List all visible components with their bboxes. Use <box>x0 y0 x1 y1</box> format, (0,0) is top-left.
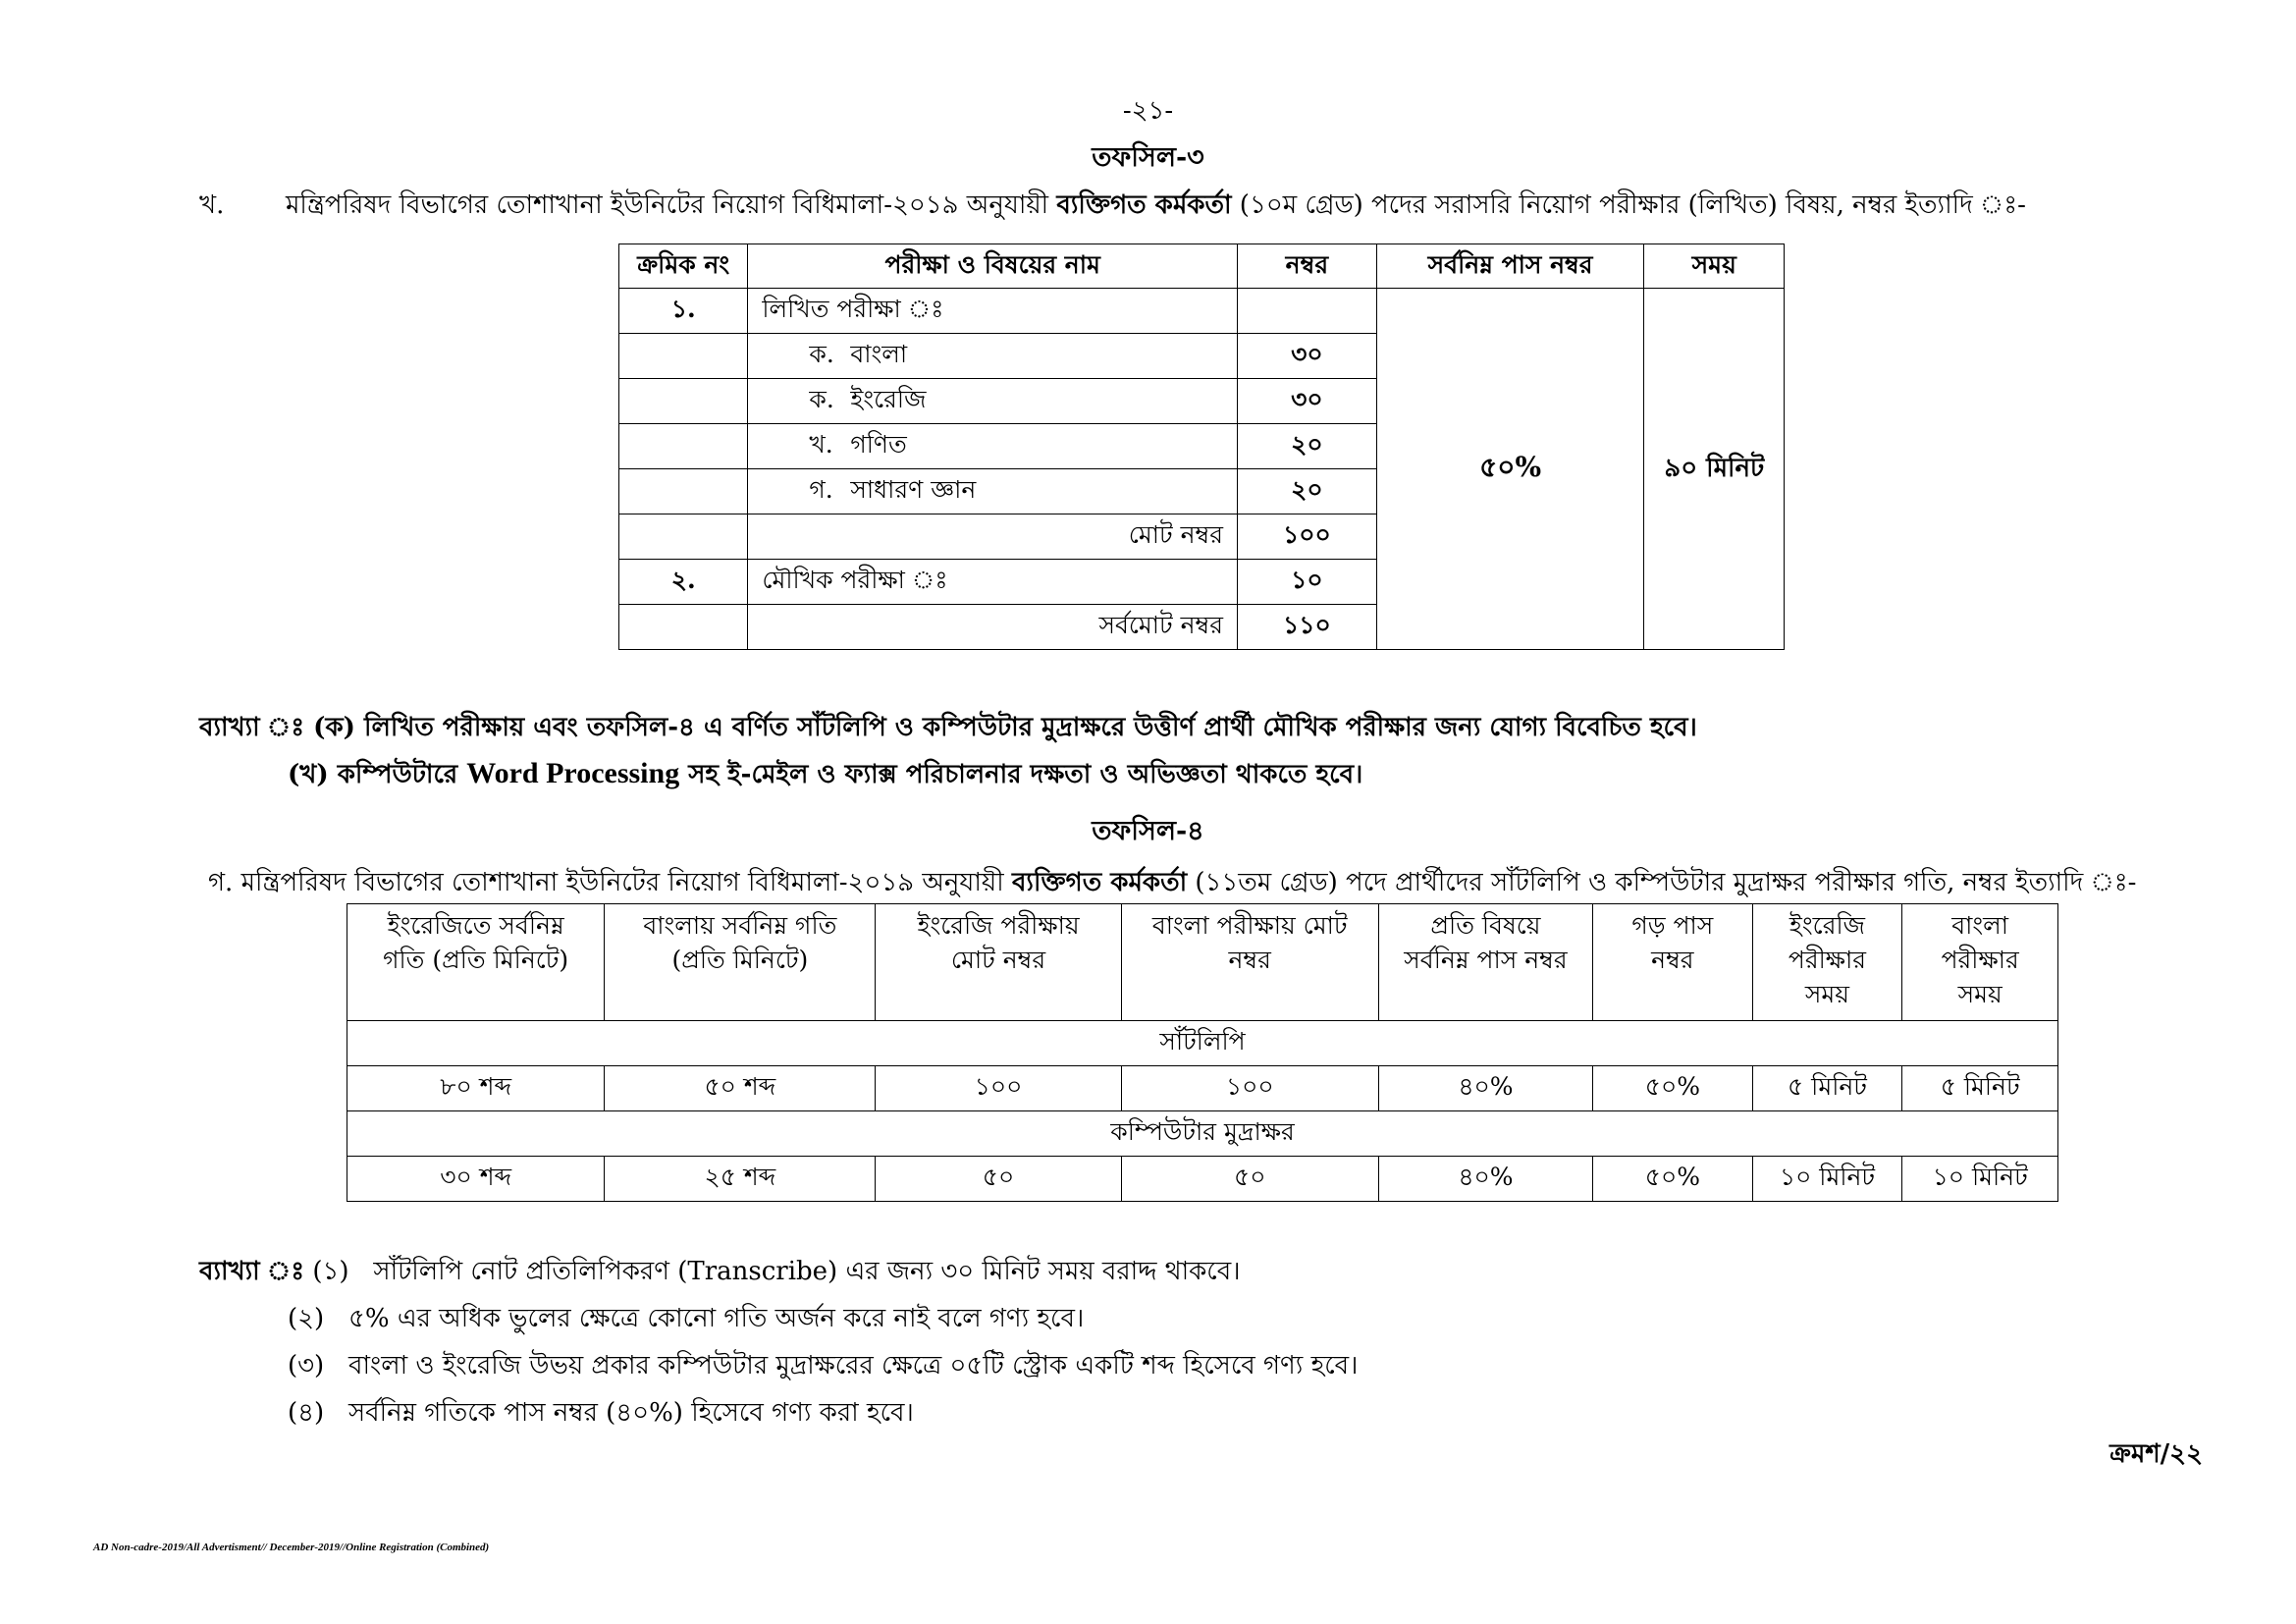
list-number: (৩) <box>288 1351 325 1380</box>
time-cell: ৯০ মিনিট <box>1644 289 1785 650</box>
header-line: ইংরেজিতে সর্বনিম্ন <box>387 911 564 940</box>
list-item <box>288 1298 1084 1341</box>
subject-letter: ক. <box>809 340 834 368</box>
marks-cell: ২০ <box>1238 424 1377 469</box>
header-english-time <box>1752 904 1902 1021</box>
list-number: (২) <box>288 1304 325 1333</box>
header-time: সময় <box>1644 244 1785 289</box>
subject-cell: লিখিত পরীক্ষা ঃ <box>748 289 1238 334</box>
intro-text: মন্ত্রিপরিষদ বিভাগের তোশাখানা ইউনিটের নিয়োগ বিধিমালা-২০১৯ অনুযায়ী <box>286 190 1057 220</box>
header-bangla-speed <box>605 904 876 1021</box>
table-cell: ৮০ শব্দ <box>347 1066 605 1111</box>
written-exam-table <box>618 244 1785 650</box>
serial-cell: ২. <box>619 560 748 605</box>
table-row <box>347 1157 2058 1202</box>
table-cell: ৫০ <box>1121 1157 1378 1202</box>
total-marks-cell: ১০০ <box>1238 514 1377 560</box>
header-line: সর্বনিম্ন পাস নম্বর <box>1404 946 1568 974</box>
serial-cell <box>619 379 748 424</box>
subject-name: সাধারণ জ্ঞান <box>850 475 977 504</box>
intro-label: খ. <box>199 190 225 220</box>
table-header-row <box>347 904 2058 1021</box>
typing-speed-table <box>347 903 2058 1202</box>
explanation-3-b <box>288 754 1362 797</box>
header-line: সময় <box>1804 980 1850 1008</box>
explanation-3-b-pre: (খ) কম্পিউটারে <box>288 760 467 789</box>
list-text: ৫% এর অধিক ভুলের ক্ষেত্রে কোনো গতি অর্জন করে নাই বলে গণ্য হবে। <box>348 1304 1085 1333</box>
subject-name: বাংলা <box>850 340 908 368</box>
explanation-3-a: ব্যাখ্যা ঃ (ক) লিখিত পরীক্ষায় এবং তফসিল-৪ এ বর্ণিত সাঁটলিপি ও কম্পিউটার মুদ্রাক্ষরে উত্তীর্ণ প্রার্থী মৌখিক পরীক্ষার জন্য যোগ্য বিবেচিত হবে। <box>199 713 1697 742</box>
table-cell: ১০ মিনিট <box>1902 1157 2058 1202</box>
table-cell: ৪০% <box>1378 1157 1592 1202</box>
subject-name: ইংরেজি <box>850 385 927 413</box>
serial-cell <box>619 605 748 650</box>
list-text: সর্বনিম্ন গতিকে পাস নম্বর (৪০%) হিসেবে গণ্য করা হবে। <box>348 1398 914 1428</box>
total-label-cell: মোট নম্বর <box>748 514 1238 560</box>
table-cell: ১০০ <box>876 1066 1121 1111</box>
continued-marker: ক্রমশ/২২ <box>2109 1439 2203 1469</box>
header-line: ইংরেজি <box>1789 911 1865 940</box>
intro-text-end: (১১তম গ্রেড) পদে প্রার্থীদের সাঁটলিপি ও কম্পিউটার মুদ্রাক্ষর পরীক্ষার গতি, নম্বর ইত্যাদি ঃ- <box>1187 868 2137 897</box>
page-number: -২১- <box>1122 96 1174 126</box>
table-cell: ৩০ শব্দ <box>347 1157 605 1202</box>
list-number: (১) <box>312 1257 349 1286</box>
subject-letter: খ. <box>809 430 833 459</box>
header-pass-marks: সর্বনিম্ন পাস নম্বর <box>1376 244 1644 289</box>
marks-cell: ৩০ <box>1238 334 1377 379</box>
schedule-4-intro <box>208 862 2136 905</box>
grand-total-marks-cell: ১১০ <box>1238 605 1377 650</box>
list-item <box>199 1251 1241 1294</box>
section-computer-typing: কম্পিউটার মুদ্রাক্ষর <box>347 1111 2058 1157</box>
table-cell: ৪০% <box>1378 1066 1592 1111</box>
header-line: সময় <box>1957 980 2002 1008</box>
intro-text-end: (১০ম গ্রেড) পদের সরাসরি নিয়োগ পরীক্ষার (লিখিত) বিষয়, নম্বর ইত্যাদি ঃ- <box>1231 190 2026 220</box>
intro-text: গ. মন্ত্রিপরিষদ বিভাগের তোশাখানা ইউনিটের নিয়োগ বিধিমালা-২০১৯ অনুযায়ী <box>208 868 1012 897</box>
list-text: বাংলা ও ইংরেজি উভয় প্রকার কম্পিউটার মুদ্রাক্ষরের ক্ষেত্রে ০৫টি স্ট্রোক একটি শব্দ হিসেবে গণ্য হবে। <box>348 1351 1359 1380</box>
header-line: পরীক্ষার <box>1941 946 2019 974</box>
subject-cell <box>748 469 1238 514</box>
list-text: সাঁটলিপি নোট প্রতিলিপিকরণ (Transcribe) এর জন্য ৩০ মিনিট সময় বরাদ্দ থাকবে। <box>373 1257 1241 1286</box>
header-line: (প্রতি মিনিটে) <box>671 946 809 974</box>
explanation-3-b-latin: Word Processing <box>466 757 680 789</box>
header-line: গতি (প্রতি মিনিটে) <box>383 946 569 974</box>
header-serial: ক্রমিক নং <box>619 244 748 289</box>
header-line: বাংলা <box>1951 911 2009 940</box>
subject-letter: ক. <box>809 385 834 413</box>
header-line: বাংলা পরীক্ষায় মোট <box>1151 911 1348 940</box>
subject-cell <box>748 334 1238 379</box>
serial-cell <box>619 469 748 514</box>
header-line: ইংরেজি পরীক্ষায় <box>917 911 1080 940</box>
header-bangla-time <box>1902 904 2058 1021</box>
header-line: নম্বর <box>1228 946 1271 974</box>
marks-cell <box>1238 289 1377 334</box>
table-row <box>347 1066 2058 1111</box>
marks-cell: ৩০ <box>1238 379 1377 424</box>
subject-cell <box>748 379 1238 424</box>
table-cell: ৫০ শব্দ <box>605 1066 876 1111</box>
table-cell: ৫ মিনিট <box>1902 1066 2058 1111</box>
serial-cell <box>619 514 748 560</box>
marks-cell: ২০ <box>1238 469 1377 514</box>
header-line: নম্বর <box>1651 946 1694 974</box>
explanation-label: ব্যাখ্যা ঃ <box>199 1257 305 1286</box>
intro-post-name: ব্যক্তিগত কর্মকর্তা <box>1011 868 1188 897</box>
section-row <box>347 1111 2058 1157</box>
header-min-pass <box>1378 904 1592 1021</box>
list-number: (৪) <box>288 1398 325 1428</box>
pass-marks-cell: ৫০% <box>1376 289 1644 650</box>
table-cell: ১০০ <box>1121 1066 1378 1111</box>
header-line: পরীক্ষার <box>1788 946 1867 974</box>
marks-cell: ১০ <box>1238 560 1377 605</box>
table-row <box>619 289 1785 334</box>
header-line: মোট নম্বর <box>950 946 1046 974</box>
header-line: প্রতি বিষয়ে <box>1430 911 1541 940</box>
table-header-row <box>619 244 1785 289</box>
explanation-3-b-post: সহ ই-মেইল ও ফ্যাক্স পরিচালনার দক্ষতা ও অভিজ্ঞতা থাকতে হবে। <box>679 760 1363 789</box>
table-cell: ২৫ শব্দ <box>605 1157 876 1202</box>
list-item <box>288 1345 1358 1388</box>
header-bangla-marks <box>1121 904 1378 1021</box>
table-cell: ৫০ <box>876 1157 1121 1202</box>
subject-name: গণিত <box>850 430 907 459</box>
serial-cell: ১. <box>619 289 748 334</box>
table-cell: ৫ মিনিট <box>1752 1066 1902 1111</box>
subject-cell <box>748 424 1238 469</box>
intro-post-name: ব্যক্তিগত কর্মকর্তা <box>1056 190 1232 220</box>
header-subject: পরীক্ষা ও বিষয়ের নাম <box>748 244 1238 289</box>
schedule-4-title: তফসিল-৪ <box>1092 816 1204 846</box>
grand-total-label-cell: সর্বমোট নম্বর <box>748 605 1238 650</box>
table-cell: ১০ মিনিট <box>1752 1157 1902 1202</box>
footer-note: AD Non-cadre-2019/All Advertisment// December-2019//Online Registration (Combined) <box>93 1542 490 1553</box>
table-cell: ৫০% <box>1593 1157 1753 1202</box>
subject-cell: মৌখিক পরীক্ষা ঃ <box>748 560 1238 605</box>
header-english-marks <box>876 904 1121 1021</box>
table-cell: ৫০% <box>1593 1066 1753 1111</box>
schedule-3-title: তফসিল-৩ <box>1092 142 1204 173</box>
header-line: বাংলায় সর্বনিম্ন গতি <box>643 911 837 940</box>
serial-cell <box>619 334 748 379</box>
header-line: গড় পাস <box>1631 911 1714 940</box>
section-shorthand: সাঁটলিপি <box>347 1021 2058 1066</box>
list-item <box>288 1392 914 1435</box>
header-marks: নম্বর <box>1238 244 1377 289</box>
schedule-3-intro <box>199 185 2261 228</box>
header-avg-pass <box>1593 904 1753 1021</box>
section-row <box>347 1021 2058 1066</box>
header-english-speed <box>347 904 605 1021</box>
serial-cell <box>619 424 748 469</box>
subject-letter: গ. <box>809 475 833 504</box>
